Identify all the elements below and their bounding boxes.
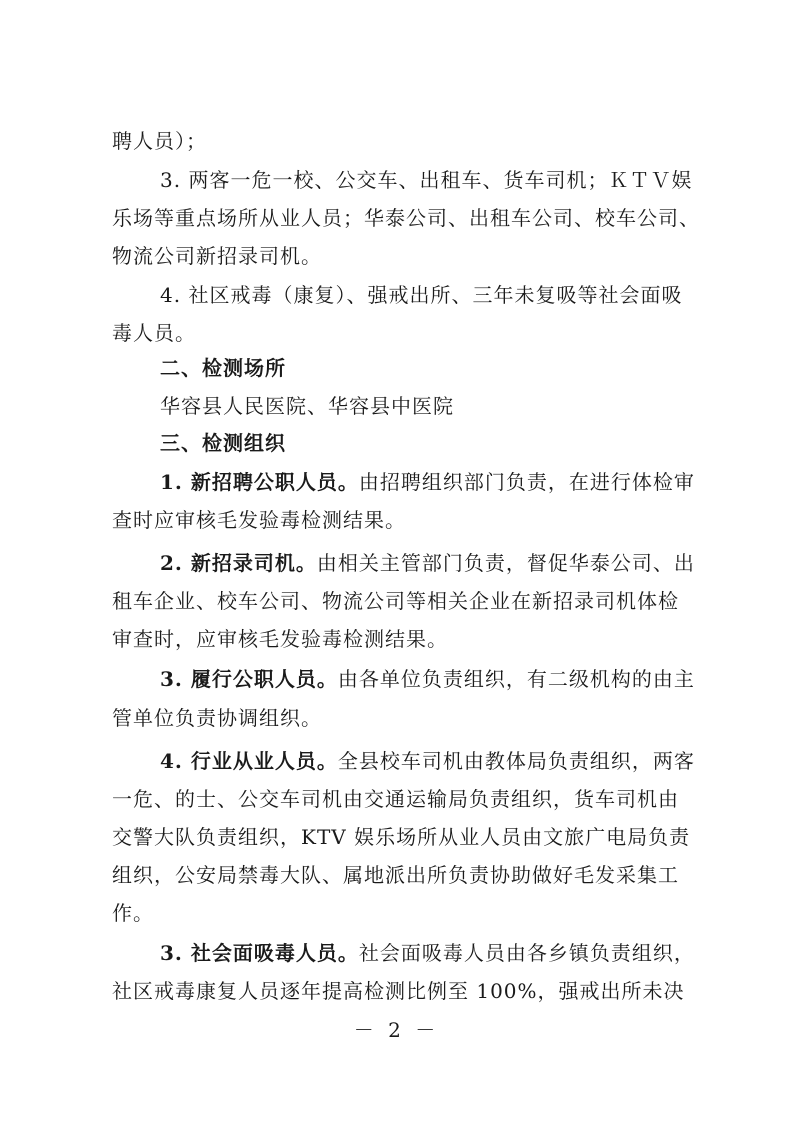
text-line: 作。	[112, 901, 154, 925]
text-line: 毒人员。	[112, 321, 196, 345]
paragraph-text: 全县校车司机由教体局负责组织，两客	[337, 749, 695, 773]
text-line: 社区戒毒康复人员逐年提高检测比例至 100%，强戒出所未决	[112, 979, 685, 1003]
text-line: 审查时，应审核毛发验毒检测结果。	[112, 627, 448, 651]
paragraph-text: 由各单位负责组织，有二级机构的由主	[337, 667, 695, 691]
text-line: 查时应审核毛发验毒检测结果。	[112, 508, 406, 532]
paragraph-line	[160, 940, 695, 966]
paragraph-title: 3. 社会面吸毒人员。	[160, 941, 359, 965]
paragraph-text: 社会面吸毒人员由各乡镇负责组织，	[358, 941, 695, 965]
text-line: 3. 两客一危一校、公交车、出租车、货车司机；ＫＴＶ娱	[160, 168, 693, 192]
paragraph-text: 由相关主管部门负责，督促华泰公司、出	[316, 551, 695, 575]
text-line: 物流公司新招录司机。	[112, 244, 322, 268]
paragraph-first-line	[160, 748, 695, 774]
paragraph-title: 4. 行业从业人员。	[160, 749, 338, 773]
section-heading: 三、检测组织	[160, 431, 286, 455]
paragraph-first-line	[160, 666, 695, 692]
text-line: 华容县人民医院、华容县中医院	[160, 394, 454, 418]
text-line: 交警大队负责组织，KTV 娱乐场所从业人员由文旅广电局负责	[112, 825, 691, 849]
text-line: 乐场等重点场所从业人员；华泰公司、出租车公司、校车公司、	[112, 206, 700, 230]
text-line: 组织，公安局禁毒大队、属地派出所负责协助做好毛发采集工	[112, 863, 679, 887]
text-line: 聘人员）；	[112, 129, 207, 153]
page-number: － 2 －	[353, 1018, 440, 1042]
text-line: 管单位负责协调组织。	[112, 706, 322, 730]
text-line: 4. 社区戒毒（康复）、强戒出所、三年未复吸等社会面吸	[160, 283, 683, 307]
text-line: 租车企业、校车公司、物流公司等相关企业在新招录司机体检	[112, 589, 679, 613]
paragraph-title: 2. 新招录司机。	[160, 551, 317, 575]
paragraph-title: 3. 履行公职人员。	[160, 667, 338, 691]
section-heading: 二、检测场所	[160, 356, 286, 380]
paragraph-first-line	[160, 469, 695, 495]
paragraph-first-line	[160, 550, 695, 576]
text-line: 一危、的士、公交车司机由交通运输局负责组织，货车司机由	[112, 787, 679, 811]
paragraph-title: 1. 新招聘公职人员。	[160, 470, 359, 494]
paragraph-text: 由招聘组织部门负责，在进行体检审	[358, 470, 695, 494]
